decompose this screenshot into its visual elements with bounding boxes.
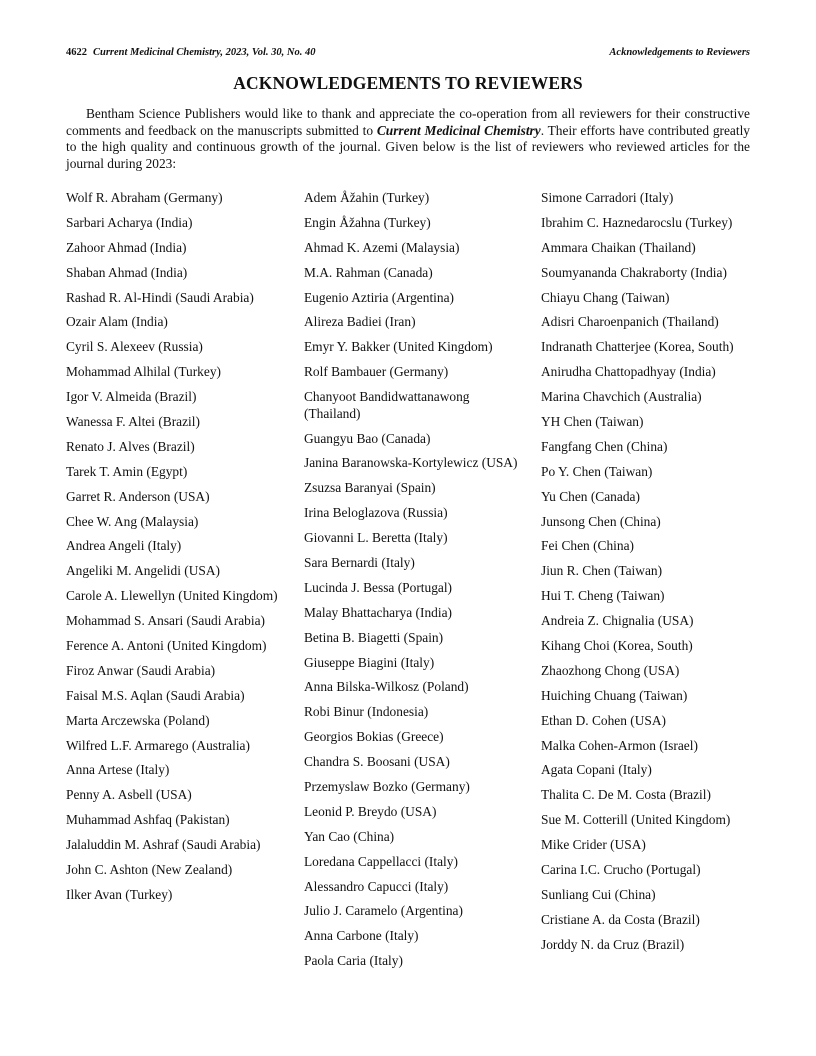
reviewer-entry: Cristiane A. da Costa (Brazil): [541, 911, 700, 927]
reviewer-entry: Malay Bhattacharya (India): [304, 604, 452, 620]
reviewer-entry: Lucinda J. Bessa (Portugal): [304, 579, 453, 595]
reviewer-column-2: [304, 190, 529, 978]
reviewer-entry: Sara Bernardi (Italy): [304, 554, 415, 570]
reviewer-entry: Agata Copani (Italy): [541, 762, 652, 778]
reviewer-entry: Malka Cohen-Armon (Israel): [541, 737, 698, 753]
reviewer-entry: Cyril S. Alexeev (Russia): [66, 339, 203, 355]
reviewer-entry: Adem Åžahin (Turkey): [304, 190, 430, 205]
reviewer-entry: Firoz Anwar (Saudi Arabia): [66, 662, 216, 678]
reviewer-entry: Leonid P. Breydo (USA): [304, 803, 437, 819]
reviewer-entry: Betina B. Biagetti (Spain): [304, 629, 444, 645]
reviewer-entry: Eugenio Aztiria (Argentina): [304, 289, 454, 305]
reviewer-entry: Chiayu Chang (Taiwan): [541, 289, 670, 305]
reviewer-entry: Andrea Angeli (Italy): [66, 538, 182, 554]
section-name: Acknowledgements to Reviewers: [609, 47, 750, 58]
intro-text-before: Bentham Science Publishers would like to thank and appreciate the co-operation from all reviewers for their constructive comments and feedback on the manuscripts submitted to: [66, 106, 750, 138]
reviewer-entry: M.A. Rahman (Canada): [304, 264, 433, 280]
reviewer-entry: Alessandro Capucci (Italy): [304, 878, 449, 894]
reviewer-entry: Soumyananda Chakraborty (India): [541, 264, 727, 280]
reviewer-entry: Ozair Alam (India): [66, 314, 168, 330]
reviewer-entry: Yu Chen (Canada): [541, 488, 640, 504]
reviewer-entry: Paola Caria (Italy): [304, 953, 403, 969]
reviewer-entry: Wanessa F. Altei (Brazil): [66, 414, 200, 430]
reviewer-column-1: [66, 190, 291, 912]
reviewer-entry: Yan Cao (China): [304, 828, 395, 844]
reviewer-entry: Chee W. Ang (Malaysia): [66, 513, 199, 529]
reviewer-column-3: [541, 190, 766, 962]
reviewer-entry: Anna Artese (Italy): [66, 762, 170, 778]
reviewer-entry: Renato J. Alves (Brazil): [66, 438, 195, 454]
reviewer-entry: Mohammad S. Ansari (Saudi Arabia): [66, 613, 265, 629]
reviewer-entry: Ference A. Antoni (United Kingdom): [66, 638, 267, 654]
journal-citation: Current Medicinal Chemistry, 2023, Vol. 30, No. 40: [93, 47, 316, 58]
reviewer-entry: Adisri Charoenpanich (Thailand): [541, 314, 719, 330]
reviewer-entry: Rolf Bambauer (Germany): [304, 364, 449, 380]
reviewer-entry: Giuseppe Biagini (Italy): [304, 654, 435, 670]
reviewer-entry: Ethan D. Cohen (USA): [541, 712, 666, 728]
reviewer-entry: Jiun R. Chen (Taiwan): [541, 563, 663, 579]
reviewer-entry: Chanyoot Bandidwattanawong (Thailand): [304, 389, 470, 421]
running-header-left: [66, 47, 315, 59]
reviewer-entry: Thalita C. De M. Costa (Brazil): [541, 787, 711, 803]
running-header: [66, 47, 750, 59]
reviewer-entry: Janina Baranowska-Kortylewicz (USA): [304, 455, 518, 471]
reviewer-entry: Irina Beloglazova (Russia): [304, 505, 448, 521]
reviewer-entry: Giovanni L. Beretta (Italy): [304, 530, 448, 546]
reviewer-entry: Robi Binur (Indonesia): [304, 704, 429, 720]
intro-text-after: . Their efforts have contributed greatly to the high quality and continuous growth of the journal. Given below is the list of reviewers who reviewed articles for the journal during 2023:: [66, 122, 750, 172]
reviewer-entry: Mohammad Alhilal (Turkey): [66, 364, 221, 380]
reviewer-entry: Wolf R. Abraham (Germany): [66, 190, 223, 205]
reviewer-entry: Tarek T. Amin (Egypt): [66, 463, 188, 479]
reviewer-entry: Carina I.C. Crucho (Portugal): [541, 862, 701, 878]
reviewer-entry: Andreia Z. Chignalia (USA): [541, 613, 694, 629]
reviewer-entry: Przemyslaw Bozko (Germany): [304, 778, 470, 794]
reviewer-entry: Marta Arczewska (Poland): [66, 712, 210, 728]
reviewer-entry: Emyr Y. Bakker (United Kingdom): [304, 339, 493, 355]
reviewer-entry: Ilker Avan (Turkey): [66, 886, 173, 902]
reviewer-entry: Junsong Chen (China): [541, 513, 661, 529]
reviewer-entry: Hui T. Cheng (Taiwan): [541, 588, 665, 604]
reviewer-entry: Anirudha Chattopadhyay (India): [541, 364, 716, 380]
reviewer-entry: Carole A. Llewellyn (United Kingdom): [66, 588, 278, 604]
reviewer-entry: Alireza Badiei (Iran): [304, 314, 416, 330]
reviewer-entry: Simone Carradori (Italy): [541, 190, 674, 205]
reviewer-entry: Zahoor Ahmad (India): [66, 239, 187, 255]
reviewer-entry: Sarbari Acharya (India): [66, 214, 193, 230]
reviewer-entry: Fangfang Chen (China): [541, 438, 668, 454]
reviewer-entry: Ahmad K. Azemi (Malaysia): [304, 239, 460, 255]
reviewer-entry: Angeliki M. Angelidi (USA): [66, 563, 220, 579]
reviewer-entry: Ibrahim C. Haznedarocslu (Turkey): [541, 214, 733, 230]
reviewer-entry: Guangyu Bao (Canada): [304, 430, 431, 446]
page-title: ACKNOWLEDGEMENTS TO REVIEWERS: [233, 73, 583, 93]
reviewer-entry: Igor V. Almeida (Brazil): [66, 389, 197, 405]
reviewer-entry: Sue M. Cotterill (United Kingdom): [541, 812, 731, 828]
reviewer-entry: Po Y. Chen (Taiwan): [541, 463, 653, 479]
reviewer-entry: Julio J. Caramelo (Argentina): [304, 903, 463, 919]
reviewer-entry: Indranath Chatterjee (Korea, South): [541, 339, 734, 355]
reviewer-entry: Anna Bilska-Wilkosz (Poland): [304, 679, 469, 695]
reviewer-entry: Muhammad Ashfaq (Pakistan): [66, 812, 230, 828]
reviewer-entry: Anna Carbone (Italy): [304, 928, 419, 944]
reviewer-entry: Fei Chen (China): [541, 538, 634, 554]
reviewer-entry: Marina Chavchich (Australia): [541, 389, 702, 405]
page-number: 4622: [66, 47, 87, 58]
reviewer-entry: Rashad R. Al-Hindi (Saudi Arabia): [66, 289, 254, 305]
reviewer-entry: Zsuzsa Baranyai (Spain): [304, 480, 436, 496]
reviewer-entry: Zhaozhong Chong (USA): [541, 662, 680, 678]
reviewer-entry: Kihang Choi (Korea, South): [541, 638, 693, 654]
reviewer-entry: Wilfred L.F. Armarego (Australia): [66, 737, 250, 753]
reviewer-entry: Loredana Cappellacci (Italy): [304, 853, 458, 869]
reviewer-entry: YH Chen (Taiwan): [541, 414, 644, 430]
journal-name: Current Medicinal Chemistry: [376, 122, 541, 138]
intro-paragraph: [66, 106, 750, 173]
reviewer-entry: Huiching Chuang (Taiwan): [541, 687, 688, 703]
reviewer-entry: Sunliang Cui (China): [541, 886, 656, 902]
reviewer-entry: John C. Ashton (New Zealand): [66, 862, 233, 878]
reviewer-entry: Garret R. Anderson (USA): [66, 488, 210, 504]
reviewer-entry: Jorddy N. da Cruz (Brazil): [541, 936, 685, 952]
reviewer-entry: Ammara Chaikan (Thailand): [541, 239, 696, 255]
reviewer-entry: Jalaluddin M. Ashraf (Saudi Arabia): [66, 837, 261, 853]
reviewer-entry: Penny A. Asbell (USA): [66, 787, 192, 803]
reviewer-entry: Engin Åžahna (Turkey): [304, 214, 431, 230]
reviewer-entry: Georgios Bokias (Greece): [304, 729, 444, 745]
reviewer-entry: Shaban Ahmad (India): [66, 264, 188, 280]
reviewer-entry: Faisal M.S. Aqlan (Saudi Arabia): [66, 687, 245, 703]
reviewer-entry: Mike Crider (USA): [541, 837, 646, 853]
reviewer-entry: Chandra S. Boosani (USA): [304, 754, 450, 770]
